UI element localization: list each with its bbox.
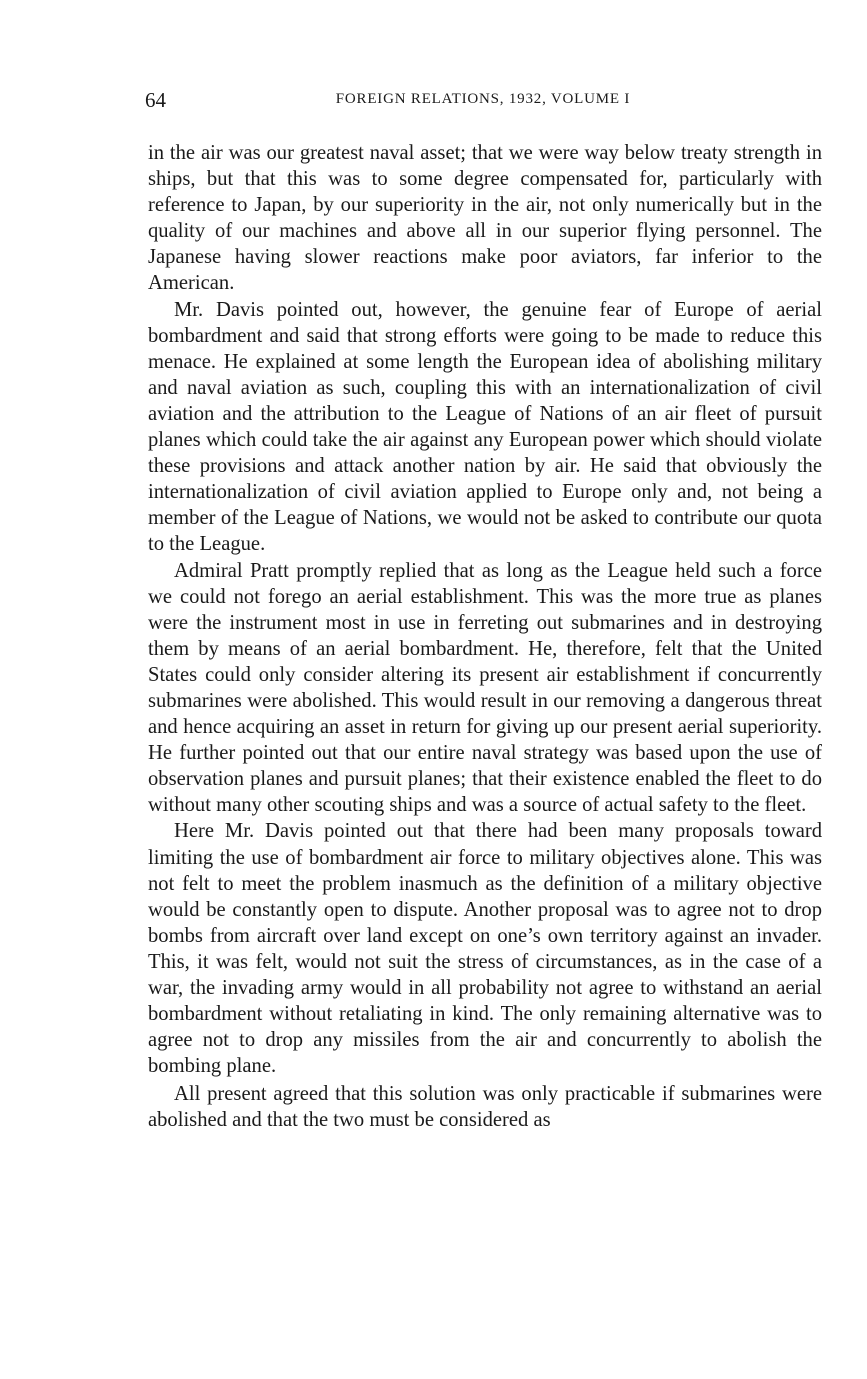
paragraph-davis-fear: Mr. Davis pointed out, however, the genuine fear of Europe of aerial bombardment and said that strong efforts were going to be made to reduce this menace. He explained at some length the European idea of abolishing military and naval aviation as such, coupling this with an internationalization of civil aviation and the attribution to the League of Nations of an air fleet of pursuit planes which could take the air against any European power which should violate these provisions and attack another nation by air. He said that obviously the internationalization of civil aviation applied to Europe only and, not being a member of the League of Nations, we would not be asked to contribute our quota to the League. [148, 298, 822, 556]
body-text [148, 140, 822, 1134]
paragraph-davis-proposals: Here Mr. Davis pointed out that there had been many proposals toward limiting the use of bombardment air force to military objectives alone. This was not felt to meet the problem inasmuch as the definition of a military objective would be constantly open to dispute. Another proposal was to agree not to drop bombs from aircraft over land except on one’s own territory against an invader. This, it was felt, would not suit the stress of circumstances, as in the case of a war, the invading army would in all probability not agree to withstand an aerial bombardment without retaliating in kind. The only remaining alternative was to agree not to drop any missiles from the air and concurrently to abolish the bombing plane. [148, 820, 822, 1078]
running-head: FOREIGN RELATIONS, 1932, VOLUME I [335, 91, 631, 107]
paragraph-pratt-reply: Admiral Pratt promptly replied that as long as the League held such a force we could not forego an aerial establishment. This was the more true as planes were the instrument most in use in ferreting out submarines and in destroying them by means of an aerial bombardment. He, therefore, felt that the United States could only consider altering its present air establishment if concurrently submarines were abolished. This would result in our removing a dangerous threat and hence acquiring an asset in return for giving up our present aerial superiority. He further pointed out that our entire naval strategy was based upon the use of observation planes and pursuit planes; that their existence enabled the fleet to do without many other scouting ships and was a source of actual safety to the fleet. [148, 559, 822, 817]
paragraph-continued: in the air was our greatest naval asset; that we were way below treaty strength in ships, but that this was to some degree compensated for, particularly with reference to Japan, by our superiority in the air, not only numerically but in the quality of our machines and above all in our superior flying personnel. The Japanese having slower reactions make poor aviators, far inferior to the American. [148, 142, 822, 295]
page-number: 64 [145, 88, 166, 112]
page-header [145, 88, 821, 118]
paragraph-agreement: All present agreed that this solution was only practicable if submarines were abolished and that the two must be considered as [148, 1083, 822, 1132]
